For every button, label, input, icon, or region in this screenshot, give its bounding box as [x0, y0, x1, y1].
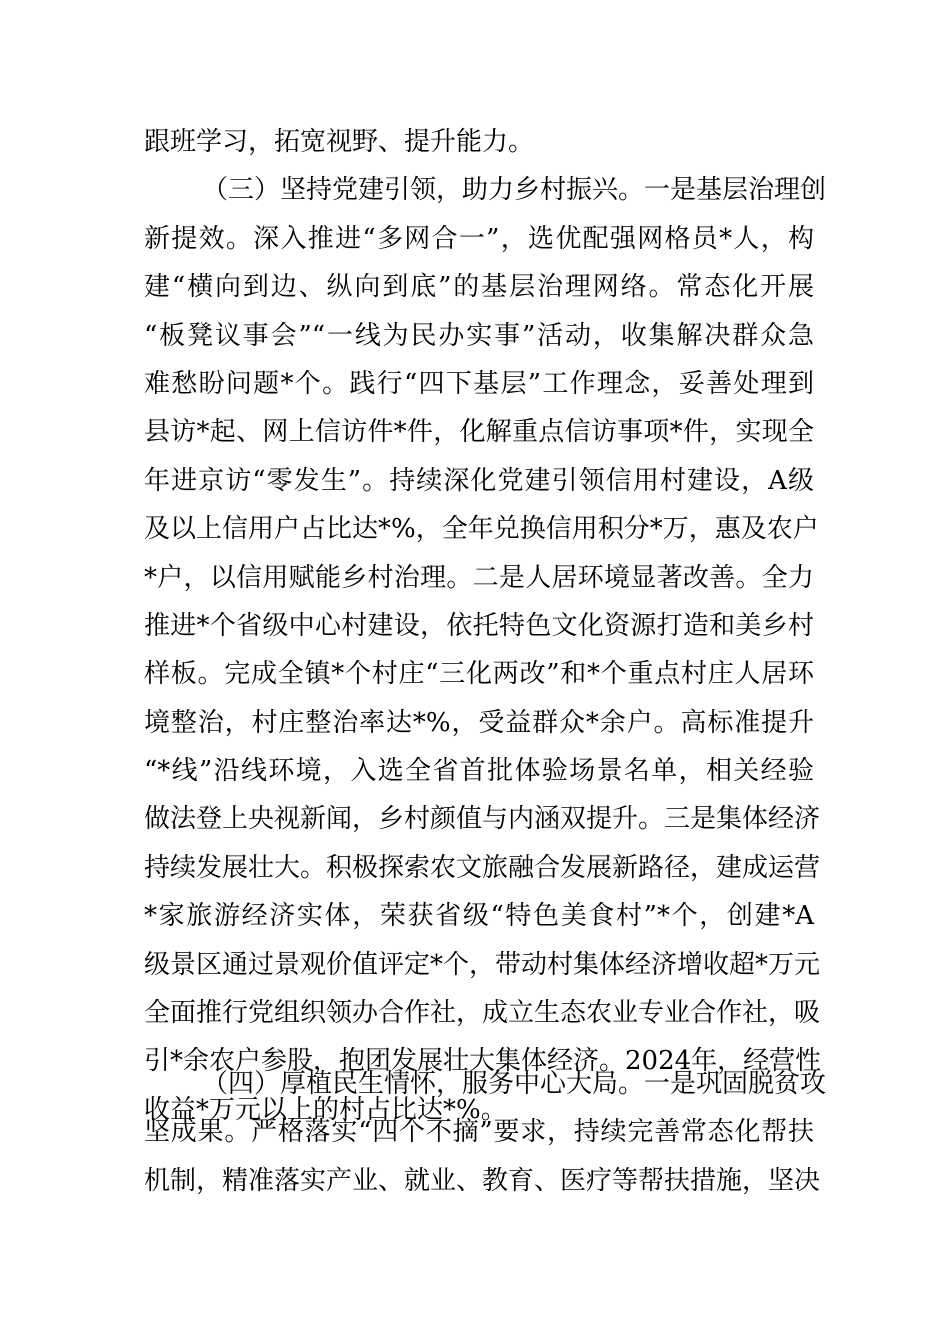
text-line: “板凳议事会”“一线为民办实事”活动，收集解决群众急: [144, 320, 814, 351]
section-heading-line: （四）厚植民生情怀，服务中心大局。一是巩固脱贫攻: [202, 1069, 827, 1099]
text-line: 推进*个省级中心村建设，依托特色文化资源打造和美乡村: [144, 610, 814, 641]
text-line: 县访*起、网上信访件*件，化解重点信访事项*件，实现全: [144, 417, 814, 448]
text-line: 持续发展壮大。积极探索农文旅融合发展新路径，建成运营: [144, 852, 821, 883]
text-line: 跟班学习，拓宽视野、提升能力。: [144, 127, 535, 157]
text-line: 级景区通过景观价值评定*个，带动村集体经济增收超*万元: [144, 949, 821, 980]
text-line: “*线”沿线环境，入选全省首批体验场景名单，相关经验: [144, 756, 814, 787]
section-heading-line: （三）坚持党建引领，助力乡村振兴。一是基层治理创: [202, 175, 827, 206]
text-line: 新提效。深入推进“多网合一”，选优配强网格员*人，构: [144, 223, 814, 254]
text-line: 机制，精准落实产业、就业、教育、医疗等帮扶措施，坚决: [144, 1165, 821, 1196]
body-text-section-four: [144, 1060, 827, 1205]
text-line: 引*余农户参股，抱团发展壮大集体经济。2024年，经营性: [144, 1046, 822, 1077]
text-line: 做法登上央视新闻，乡村颜值与内涵双提升。三是集体经济: [144, 804, 821, 835]
text-line: 境整治，村庄整治率达*%，受益群众*余户。高标准提升: [144, 707, 814, 738]
text-line: 坚成果。严格落实“四个不摘”要求，持续完善常态化帮扶: [144, 1117, 814, 1148]
body-text: [144, 118, 827, 1134]
text-line: 收益*万元以上的村占比达*%。: [144, 1094, 507, 1125]
text-line: 及以上信用户占比达*%，全年兑换信用积分*万，惠及农户: [144, 514, 819, 545]
text-line: 样板。完成全镇*个村庄“三化两改”和*个重点村庄人居环: [144, 659, 814, 690]
text-line: 全面推行党组织领办合作社，成立生态农业专业合作社，吸: [144, 998, 821, 1029]
text-line: 难愁盼问题*个。践行“四下基层”工作理念，妥善处理到: [144, 368, 814, 399]
text-line: 建“横向到边、纵向到底”的基层治理网络。常态化开展: [144, 272, 814, 303]
text-line: *家旅游经济实体，荣获省级“特色美食村”*个，创建*A: [144, 901, 814, 932]
text-line: 年进京访“零发生”。持续深化党建引领信用村建设，A级: [144, 465, 814, 496]
text-line: *户，以信用赋能乡村治理。二是人居环境显著改善。全力: [144, 562, 814, 593]
